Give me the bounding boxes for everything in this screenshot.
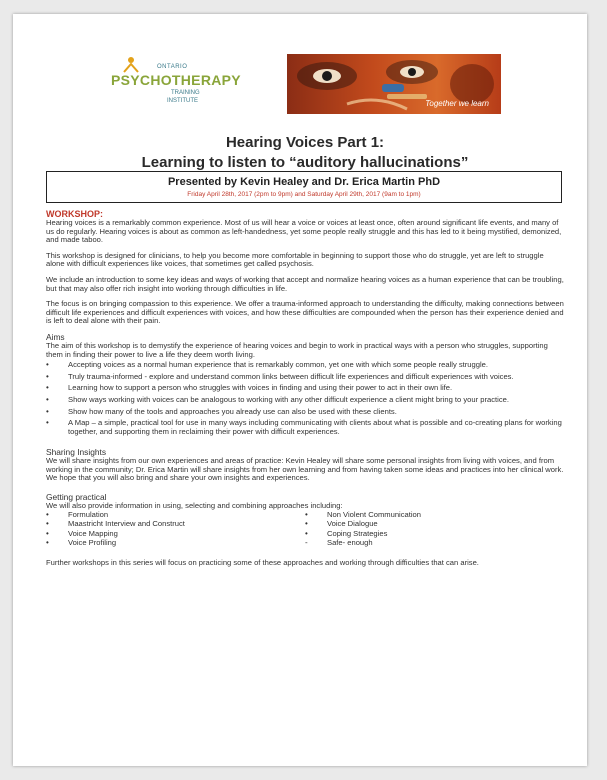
institute-logo <box>109 54 284 114</box>
sharing-heading: Sharing Insights <box>46 447 107 458</box>
approaches-list-right <box>305 511 564 549</box>
logo-text-top: ONTARIO <box>157 64 188 70</box>
approach-item: • Non Violent Communication <box>305 511 564 520</box>
document-title-line1: Hearing Voices Part 1: <box>225 134 385 151</box>
aims-item: • Learning how to support a person who struggles with voices in finding and using their power to act in their own life. <box>46 384 564 393</box>
approach-item: • Formulation <box>46 511 305 520</box>
approach-item: • Voice Mapping <box>46 530 305 539</box>
workshop-paragraph: We include an introduction to some key ideas and ways of working that accept and normalize hearing voices as a human experience that can be troubling, but that may also offer rich insight into working through difficulties in life. <box>46 274 564 293</box>
aims-heading: Aims <box>46 331 65 342</box>
presenters-line: Presented by Kevin Healey and Dr. Erica Martin PhD <box>167 176 441 188</box>
approaches-list-left <box>46 511 305 549</box>
workshop-paragraph: This workshop is designed for clinicians, to help you become more comfortable in beginning to support those who do struggle, yet are left to struggle alone with difficult experiences like voices, that sometimes get called psychosis. <box>46 250 544 269</box>
aims-item: • A Map – a simple, practical tool for use in many ways including communicating with clients about what is possible and co-creating plans for working together, and supporting them in reclaiming their power with difficult experiences. <box>46 419 564 436</box>
workshop-paragraph: The focus is on bringing compassion to this experience. We offer a trauma-informed approach to understanding the difficulty, making connections between difficult life experiences and difficult experiences with voices, and how these difficulties are compounded when the person has their experience denied and is left to deal alone with their pain. <box>46 299 564 326</box>
banner-tagline: Together we learn <box>425 99 489 108</box>
logo-text-sub2: INSTITUTE <box>167 98 198 104</box>
presenters-box <box>46 171 562 203</box>
approach-item: • Voice Dialogue <box>305 520 564 529</box>
document-page <box>13 14 587 766</box>
aims-item: • Truly trauma-informed - explore and understand common links between difficult life experiences and difficult experiences with voices. <box>46 373 564 382</box>
approach-item: • Voice Profiling <box>46 539 305 548</box>
approach-item: • Maastricht Interview and Construct <box>46 520 305 529</box>
workshop-paragraph: Hearing voices is a remarkably common experience. Most of us will hear a voice or voices at least once, often around significant life events, and many of us do regularly. Hearing voices is about as common as left-handedness, yet some people really struggle and this has led to it being mystified, demonized, and made taboo. <box>46 218 562 245</box>
workshop-dates: Friday April 28th, 2017 (2pm to 9pm) and Saturday April 29th, 2017 (9am to 1pm) <box>187 191 421 198</box>
aims-intro: The aim of this workshop is to demystify the experience of hearing voices and begin to work in practical ways with a person who struggles, supporting them in finding their power to live a life they deem worth living. <box>46 340 548 359</box>
workshop-heading: WORKSHOP: <box>46 209 103 219</box>
aims-item: • Show ways working with voices can be analogous to working with any other difficult experience a client might bring to your practice. <box>46 396 564 405</box>
practical-intro: We will also provide information in using, selecting and combining approaches including: <box>46 501 343 511</box>
logo-text-sub1: TRAINING <box>171 90 200 96</box>
aims-item: • Accepting voices as a normal human experience that is remarkably common, yet one with which some people really struggle. <box>46 361 564 370</box>
aims-list <box>46 361 564 436</box>
approach-item: • Coping Strategies <box>305 530 564 539</box>
aims-item: • Show how many of the tools and approaches you already use can also be used with these clients. <box>46 408 564 417</box>
approach-item: - Safe- enough <box>305 539 564 548</box>
sharing-text: We will share insights from our own experiences and areas of practice: Kevin Healey will share some personal insights from living with voices, and from working in the community; Dr. Erica Martin will share insights from her own learning and from having taken some ideas and practices into her clinical work. We hope that you will also bring and share your own insights and experiences. <box>46 456 564 483</box>
document-body <box>46 209 564 575</box>
closing-text: Further workshops in this series will focus on practicing some of these approaches and working through difficulties that can arise. <box>46 558 479 568</box>
approaches-columns <box>46 511 564 549</box>
document-title-line2: Learning to listen to “auditory hallucinations” <box>141 154 469 171</box>
practical-heading: Getting practical <box>46 492 107 503</box>
logo-text-main: PSYCHOTHERAPY <box>111 72 241 88</box>
banner-image <box>287 54 501 114</box>
header <box>109 54 501 114</box>
